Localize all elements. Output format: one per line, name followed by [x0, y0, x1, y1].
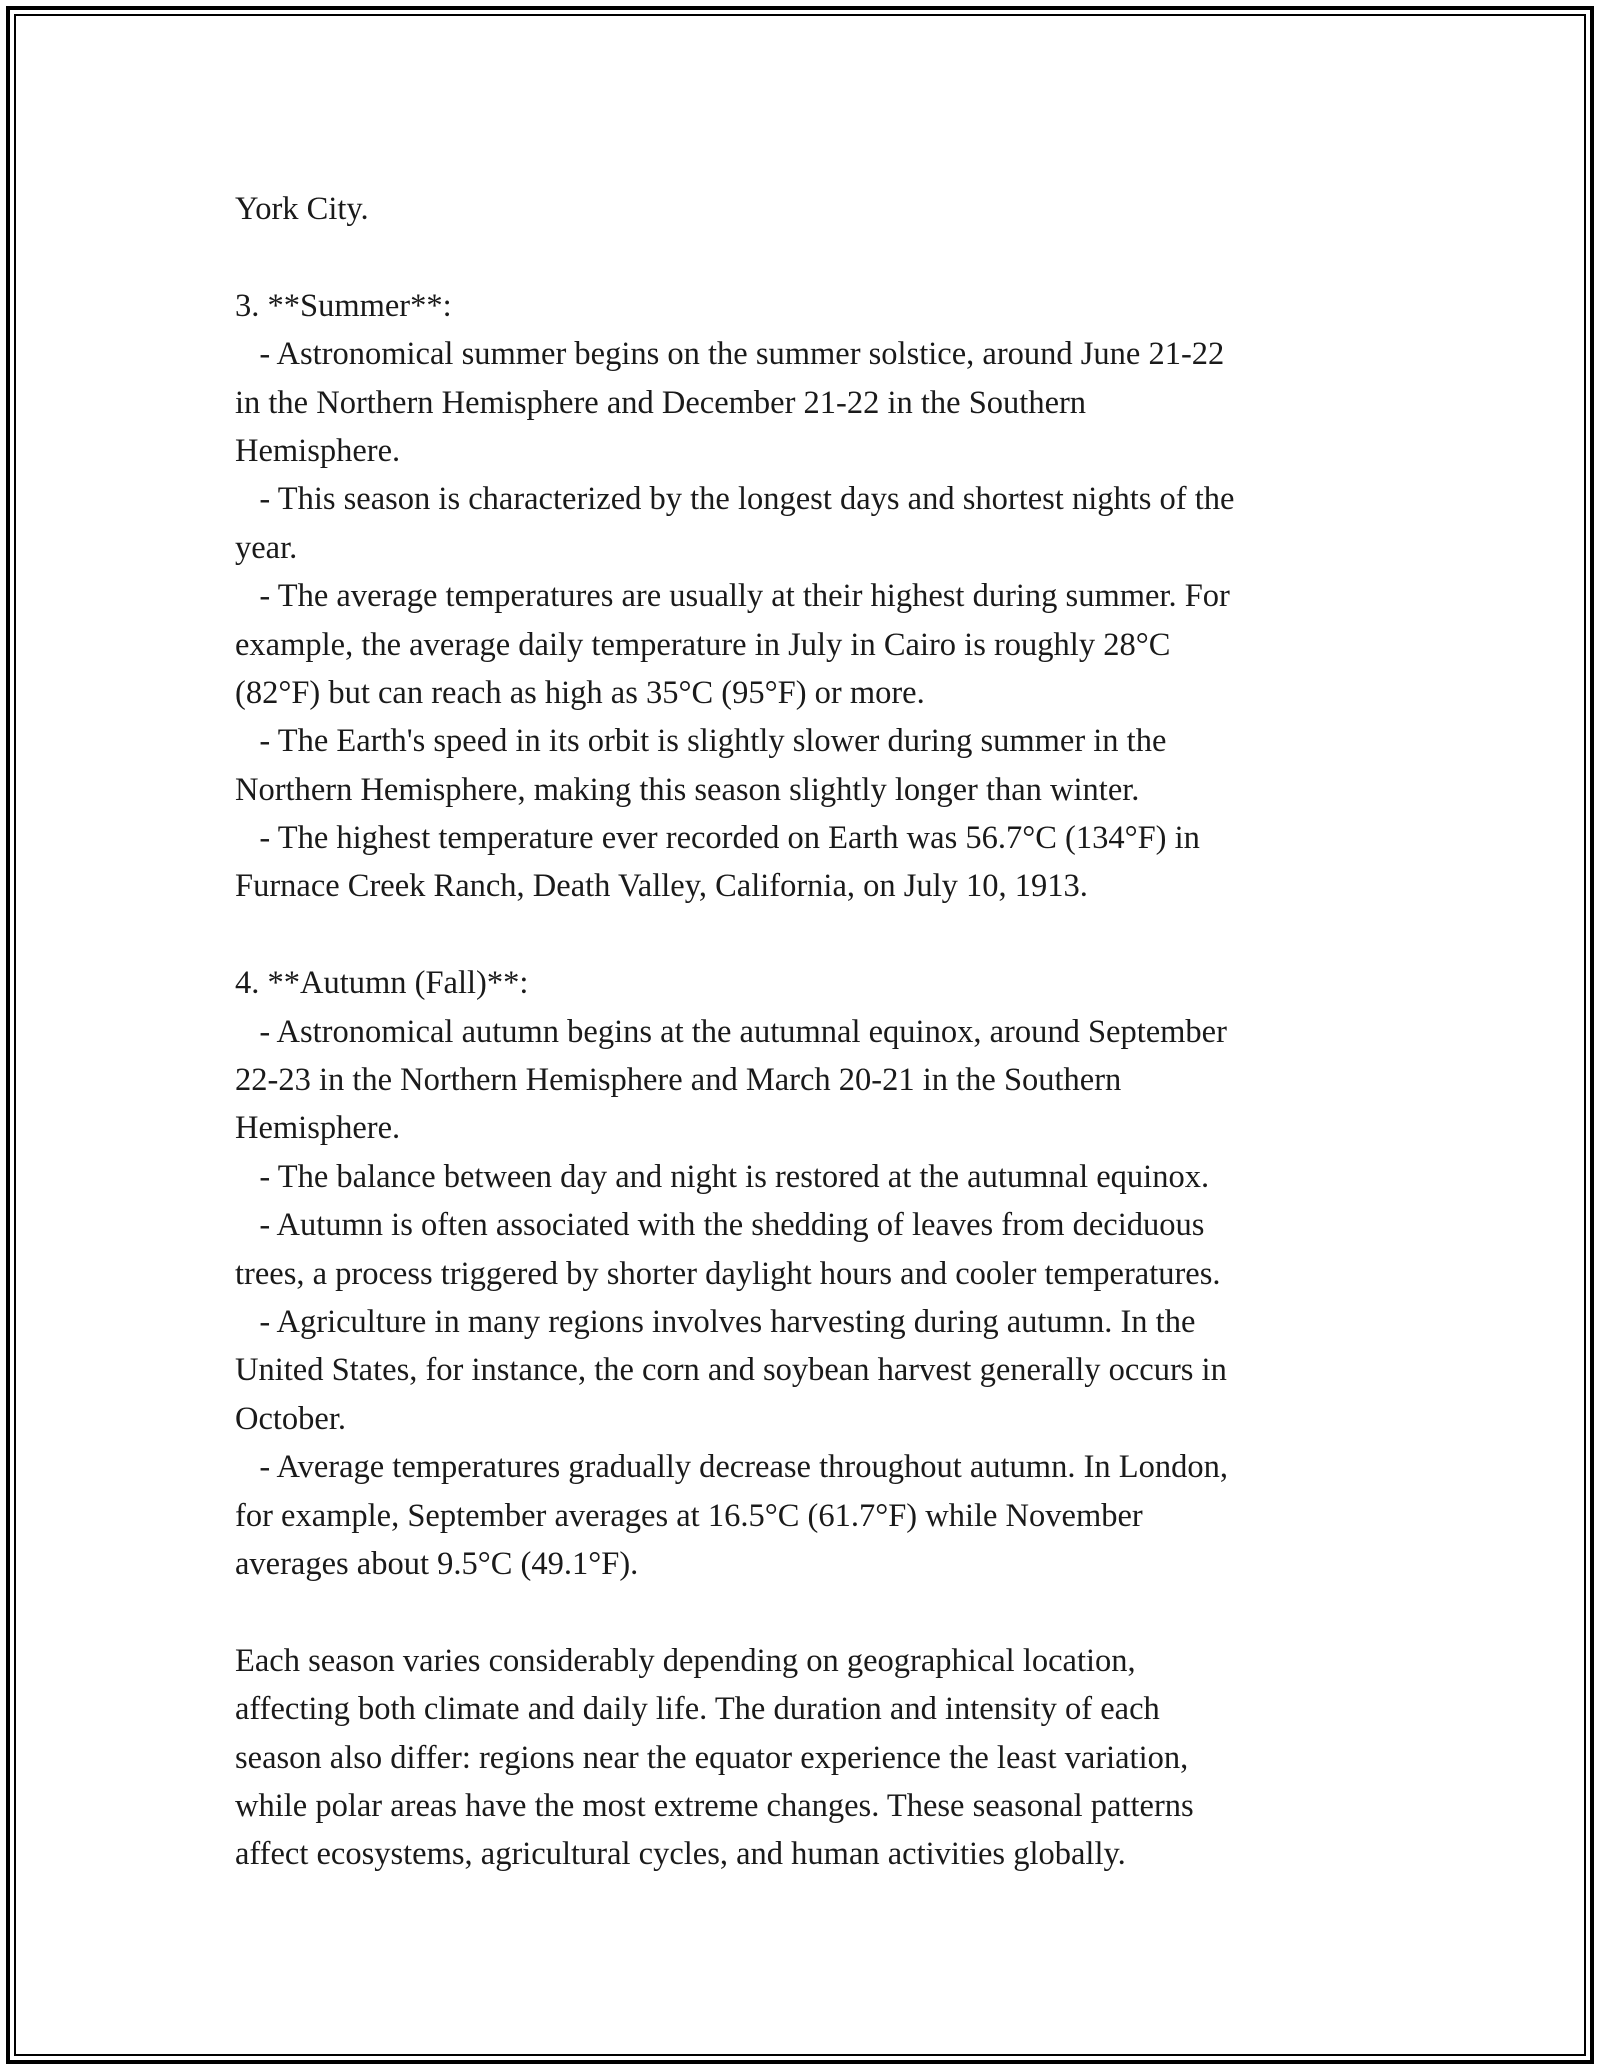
autumn-bullet-4-line-1: - Agriculture in many regions involves harvesting during autumn. In the: [235, 1303, 1196, 1340]
autumn-bullet-4-line-3: October.: [235, 1400, 347, 1437]
autumn-bullet-2-line-1: - The balance between day and night is restored at the autumnal equinox.: [235, 1158, 1210, 1195]
autumn-bullet-1-line-2: 22-23 in the Northern Hemisphere and March 20-21 in the Southern: [235, 1062, 1122, 1099]
summer-bullet-5-line-2: Furnace Creek Ranch, Death Valley, California, on July 10, 1913.: [235, 868, 1088, 905]
summer-bullet-1-line-2: in the Northern Hemisphere and December 21-22 in the Southern: [235, 384, 1087, 421]
summer-bullet-2-line-1: - This season is characterized by the longest days and shortest nights of the: [235, 481, 1235, 518]
autumn-bullet-4-line-2: United States, for instance, the corn and soybean harvest generally occurs in: [235, 1352, 1227, 1389]
closing-paragraph-line-3: season also differ: regions near the equator experience the least variation,: [235, 1739, 1189, 1776]
autumn-bullet-3-line-1: - Autumn is often associated with the shedding of leaves from deciduous: [235, 1207, 1205, 1244]
summer-bullet-3-line-1: - The average temperatures are usually at their highest during summer. For: [235, 578, 1230, 615]
summer-bullet-1-line-3: Hemisphere.: [235, 432, 401, 469]
section-heading-autumn: 4. **Autumn (Fall)**:: [235, 965, 529, 1002]
summer-bullet-5-line-1: - The highest temperature ever recorded on Earth was 56.7°C (134°F) in: [235, 820, 1200, 857]
blank-line: [235, 911, 1385, 959]
closing-paragraph-line-5: affect ecosystems, agricultural cycles, and human activities globally.: [235, 1836, 1126, 1873]
section-heading-summer: 3. **Summer**:: [235, 287, 452, 324]
autumn-bullet-3-line-2: trees, a process triggered by shorter daylight hours and cooler temperatures.: [235, 1255, 1221, 1292]
continuation-line: York City.: [235, 191, 369, 227]
closing-paragraph-line-4: while polar areas have the most extreme changes. These seasonal patterns: [235, 1787, 1194, 1824]
closing-paragraph-line-1: Each season varies considerably depending on geographical location,: [235, 1642, 1136, 1679]
autumn-bullet-1-line-3: Hemisphere.: [235, 1110, 401, 1147]
summer-bullet-4-line-2: Northern Hemisphere, making this season slightly longer than winter.: [235, 771, 1140, 808]
autumn-bullet-1-line-1: - Astronomical autumn begins at the autumnal equinox, around September: [235, 1013, 1227, 1050]
autumn-bullet-5-line-1: - Average temperatures gradually decrease throughout autumn. In London,: [235, 1449, 1229, 1486]
summer-bullet-3-line-2: example, the average daily temperature in July in Cairo is roughly 28°C: [235, 626, 1171, 663]
closing-paragraph-line-2: affecting both climate and daily life. The duration and intensity of each: [235, 1691, 1160, 1728]
summer-bullet-3-line-3: (82°F) but can reach as high as 35°C (95°F) or more.: [235, 674, 925, 711]
autumn-bullet-5-line-2: for example, September averages at 16.5°C (61.7°F) while November: [235, 1497, 1143, 1534]
blank-line: [235, 1588, 1385, 1636]
document-body: [235, 185, 1385, 1879]
summer-bullet-4-line-1: - The Earth's speed in its orbit is slightly slower during summer in the: [235, 723, 1167, 760]
autumn-bullet-5-line-3: averages about 9.5°C (49.1°F).: [235, 1545, 639, 1582]
summer-bullet-2-line-2: year.: [235, 529, 298, 566]
summer-bullet-1-line-1: - Astronomical summer begins on the summer solstice, around June 21-22: [235, 336, 1225, 373]
blank-line: [235, 233, 1385, 281]
